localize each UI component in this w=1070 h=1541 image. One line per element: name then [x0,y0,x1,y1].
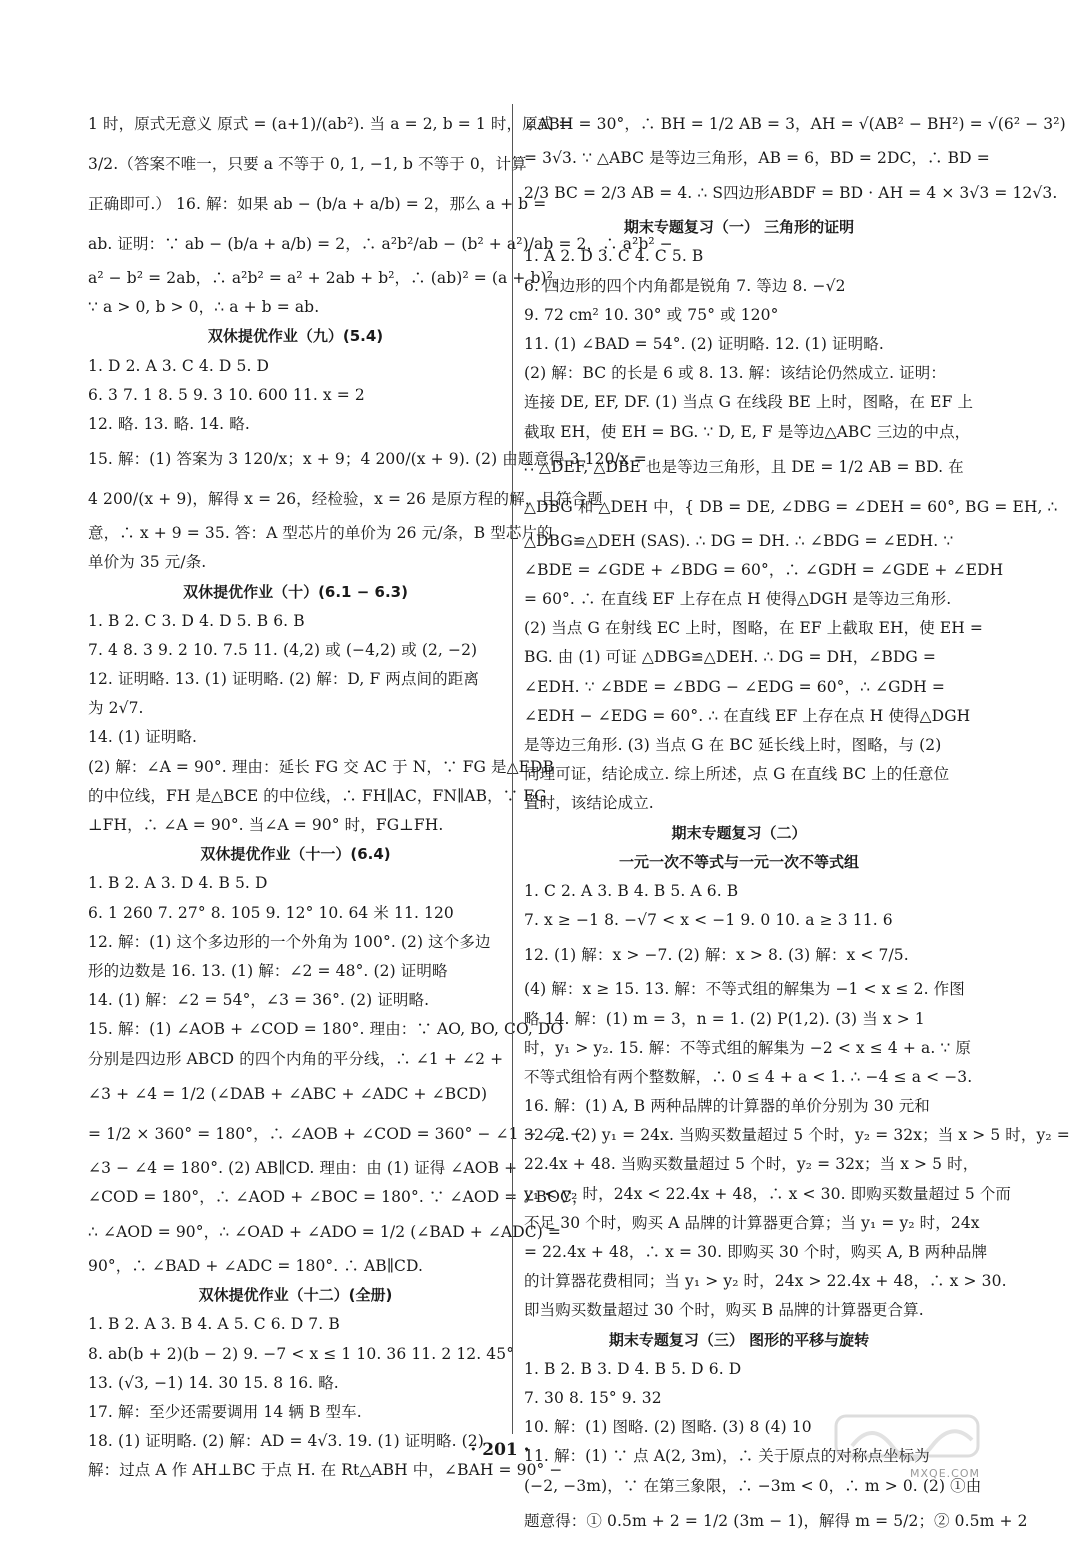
left-text-line: 1. B 2. A 3. D 4. B 5. D [88,874,268,893]
left-text-line: ∠COD = 180°，∴ ∠AOD + ∠BOC = 180°. ∵ ∠AOD = ∠BOC， [88,1187,588,1206]
left-text-line: 1 时，原式无意义 原式 = (a+1)/(ab²). 当 a = 2, b = 1 时，原式 = [88,115,572,133]
left-text-line: (2) 解：∠A = 90°. 理由：延长 FG 交 AC 于 N，∵ FG 是△EDB [88,757,555,776]
left-text-line: a² − b² = 2ab，∴ a²b² = a² + 2ab + b²，∴ (ab)² = (a + b)²， [88,269,569,287]
right-text-line: 7. 30 8. 15° 9. 32 [524,1388,662,1407]
right-text-line: (2) 解：BC 的长是 6 或 8. 13. 解：该结论仍然成立. 证明： [524,364,946,383]
right-text-line: 16. 解：(1) A, B 两种品牌的计算器的单价分别为 30 元和 [524,1097,930,1116]
right-text-line: (−2, −3m)，∵ 在第三象限，∴ −3m < 0，∴ m > 0. (2) ①由 [524,1476,982,1495]
left-text-line: 14. (1) 证明略. [88,728,198,747]
left-text-line: 解：过点 A 作 AH⊥BC 于点 H. 在 Rt△ABH 中，∠BAH = 90° − [88,1461,563,1480]
right-text-line: 不等式组恰有两个整数解，∴ 0 ≤ 4 + a < 1. ∴ −4 ≤ a < −3. [524,1067,973,1086]
right-text-line: 即当购买数量超过 30 个时，购买 B 品牌的计算器更合算. [524,1301,924,1320]
right-text-line: 11. 解：(1) ∵ 点 A(2, 3m)，∴ 关于原点的对称点坐标为 [524,1447,930,1466]
right-text-line: 22.4x + 48. 当购买数量超过 5 个时，y₂ = 32x；当 x > 5 时， [524,1155,979,1174]
right-text-line: BG. 由 (1) 可证 △DBG≌△DEH. ∴ DG = DH，∠BDG = [524,648,937,667]
left-text-line: 18. (1) 证明略. (2) 解：AD = 4√3. 19. (1) 证明略. (2) [88,1432,484,1451]
right-text-line: △DBG≌△DEH (SAS). ∴ DG = DH. ∴ ∠BDG = ∠EDH. ∵ [524,531,954,550]
right-text-line: 略 14. 解：(1) m = 3，n = 1. (2) P(1,2). (3) 当 x > 1 [524,1009,925,1028]
left-text-line: 12. 略. 13. 略. 14. 略. [88,414,250,433]
left-text-line: 1. B 2. C 3. D 4. D 5. B 6. B [88,611,305,630]
right-text-line: ∴ △DEF, △DBE 也是等边三角形，且 DE = 1/2 AB = BD. 在 [524,457,964,476]
right-text-line: 置时，该结论成立. [524,794,654,813]
right-text-line: = 22.4x + 48，∴ x = 30. 即购买 30 个时，购买 A, B 两种品牌 [524,1243,988,1261]
left-text-line: ∴ ∠AOD = 90°，∴ ∠OAD + ∠ADO = 1/2 (∠BAD + ∠ADC) = [88,1223,562,1242]
left-text-line: ∠3 + ∠4 = 1/2 (∠DAB + ∠ABC + ∠ADC + ∠BCD) [88,1084,488,1103]
left-text-line: 4 200/(x + 9)，解得 x = 26，经检验，x = 26 是原方程的解，且符合题 [88,490,603,509]
left-section-heading: 双休提优作业（十二）(全册) [198,1286,393,1305]
right-text-line: 是等边三角形. (3) 当点 G 在 BC 延长线上时，图略，与 (2) [524,736,942,754]
left-text-line: 17. 解：至少还需要调用 14 辆 B 型车. [88,1403,362,1421]
left-text-line: 1. B 2. A 3. B 4. A 5. C 6. D 7. B [88,1315,340,1334]
right-section-heading: 期末专题复习（一） 三角形的证明 [623,218,855,237]
left-text-line: 形的边数是 16. 13. (1) 解：∠2 = 48°. (2) 证明略 [88,961,448,980]
left-text-line: ab. 证明：∵ ab − (b/a + a/b) = 2，∴ a²b²/ab − (b² + a²)/ab = 2，∴ a²b² − [88,235,673,253]
right-text-line: = 3√3. ∵ △ABC 是等边三角形，AB = 6，BD = 2DC，∴ BD = [524,149,990,167]
left-text-line: = 1/2 × 360° = 180°，∴ ∠AOB + ∠COD = 360° − ∠1 − ∠2 − [88,1124,583,1143]
right-text-line: 11. (1) ∠BAD = 54°. (2) 证明略. 12. (1) 证明略. [524,334,884,353]
page-number: · 201 · [470,1440,530,1460]
right-text-line: ∠EDH − ∠EDG = 60°. ∴ 在直线 EF 上存在点 H 使得△DGH [524,706,971,725]
right-section-heading: 期末专题复习（三） 图形的平移与旋转 [608,1330,870,1349]
right-text-line: 截取 EH，使 EH = BG. ∵ D, E, F 是等边△ABC 三边的中点， [524,422,971,441]
right-text-line: △DBG 和 △DEH 中，{ DB = DE, ∠DBG = ∠DEH = 60°, BG = EH, ∴ [524,497,1058,516]
right-text-line: ∠BDE = ∠GDE + ∠BDG = 60°，∴ ∠GDH = ∠GDE + ∠EDH [524,560,1004,579]
watermark-text: MXQE.COM [910,1467,980,1480]
right-text-line: 10. 解：(1) 图略. (2) 图略. (3) 8 (4) 10 [524,1418,812,1437]
left-text-line: 意，∴ x + 9 = 35. 答：A 型芯片的单价为 26 元/条，B 型芯片的 [88,524,553,543]
right-text-line: 32 元. (2) y₁ = 24x. 当购买数量超过 5 个时，y₂ = 32x；当 x > 5 时，y₂ = [524,1126,1070,1145]
left-text-line: ∵ a > 0, b > 0，∴ a + b = ab. [88,298,320,317]
right-text-line: 9. 72 cm² 10. 30° 或 75° 或 120° [524,305,779,324]
right-text-line: 1. B 2. B 3. D 4. B 5. D 6. D [524,1359,742,1378]
right-text-line: 2/3 BC = 2/3 AB = 4. ∴ S四边形ABDF = BD · AH = 4 × 3√3 = 12√3. [524,184,1058,203]
right-section-heading: 一元一次不等式与一元一次不等式组 [618,852,859,871]
left-section-heading: 双休提优作业（九）(5.4) [207,327,384,346]
left-text-line: ⊥FH，∴ ∠A = 90°. 当∠A = 90° 时，FG⊥FH. [88,816,444,834]
left-text-line: 单价为 35 元/条. [88,553,207,572]
right-text-line: 1. A 2. D 3. C 4. C 5. B [524,247,704,266]
right-text-line: (2) 当点 G 在射线 EC 上时，图略，在 EF 上截取 EH，使 EH = [524,619,984,638]
left-text-line: 6. 3 7. 1 8. 5 9. 3 10. 600 11. x = 2 [88,385,365,404]
right-text-line: 12. (1) 解：x > −7. (2) 解：x > 8. (3) 解：x < 7/5. [524,946,909,965]
right-text-line: 7. x ≥ −1 8. −√7 < x < −1 9. 0 10. a ≥ 3 11. 6 [524,911,893,930]
right-text-line: 同理可证，结论成立. 综上所述，点 G 在直线 BC 上的任意位 [524,765,950,784]
right-section-heading: 期末专题复习（二） [671,823,807,842]
column-divider [512,104,513,1434]
left-text-line: 14. (1) 解：∠2 = 54°，∠3 = 36°. (2) 证明略. [88,991,430,1010]
right-text-line: 的计算器花费相同；当 y₁ > y₂ 时，24x > 22.4x + 48，∴ x > 30. [524,1272,1007,1291]
right-text-line: 不足 30 个时，购买 A 品牌的计算器更合算；当 y₁ = y₂ 时，24x [524,1213,980,1232]
right-text-line: (4) 解：x ≥ 15. 13. 解：不等式组的解集为 −1 < x ≤ 2. 作图 [524,980,965,999]
right-text-line: = 60°. ∴ 在直线 EF 上存在点 H 使得△DGH 是等边三角形. [524,590,952,609]
left-text-line: 分别是四边形 ABCD 的四个内角的平分线，∴ ∠1 + ∠2 + [88,1049,504,1068]
left-text-line: 1. D 2. A 3. C 4. D 5. D [88,356,270,375]
right-text-line: ∠ABH = 30°，∴ BH = 1/2 AB = 3，AH = √(AB² − BH²) = √(6² − 3²) [524,115,1066,133]
left-text-line: 的中位线，FH 是△BCE 的中位线，∴ FH∥AC，FN∥AB，∵ FG [88,786,547,805]
left-text-line: 12. 解：(1) 这个多边形的一个外角为 100°. (2) 这个多边 [88,932,491,951]
left-text-line: 正确即可.） 16. 解：如果 ab − (b/a + a/b) = 2，那么 a + b = [88,195,547,213]
left-text-line: 为 2√7. [88,699,144,718]
right-text-line: 时，y₁ > y₂. 15. 解：不等式组的解集为 −2 < x ≤ 4 + a. ∵ 原 [524,1038,971,1057]
left-text-line: 3/2.（答案不唯一，只要 a 不等于 0, 1, −1, b 不等于 0，计算 [88,155,527,173]
right-column [524,104,1070,1541]
right-text-line: 1. C 2. A 3. B 4. B 5. A 6. B [524,881,739,900]
left-text-line: 6. 1 260 7. 27° 8. 105 9. 12° 10. 64 米 11. 120 [88,903,454,922]
left-text-line: 15. 解：(1) 答案为 3 120/x；x + 9；4 200/(x + 9). (2) 由题意得 3 120/x = [88,450,647,469]
right-text-line: 6. 四边形的四个内角都是锐角 7. 等边 8. −√2 [524,276,846,295]
left-text-line: 90°，∴ ∠BAD + ∠ADC = 180°. ∴ AB∥CD. [88,1257,423,1276]
right-text-line: y₁ < y₂ 时，24x < 22.4x + 48，∴ x < 30. 即购买数量超过 5 个而 [524,1184,1012,1203]
left-text-line: 15. 解：(1) ∠AOB + ∠COD = 180°. 理由：∵ AO, BO, CO, DO [88,1020,564,1039]
right-text-line: 连接 DE, EF, DF. (1) 当点 G 在线段 BE 上时，图略，在 EF 上 [524,393,974,412]
left-section-heading: 双休提优作业（十一）(6.4) [200,845,391,864]
left-text-line: 8. ab(b + 2)(b − 2) 9. −7 < x ≤ 1 10. 36 11. 2 12. 45° [88,1344,515,1363]
left-text-line: ∠3 − ∠4 = 180°. (2) AB∥CD. 理由：由 (1) 证得 ∠AOB + [88,1158,518,1177]
left-text-line: 12. 证明略. 13. (1) 证明略. (2) 解：D, F 两点间的距离 [88,670,479,689]
left-text-line: 13. (√3, −1) 14. 30 15. 8 16. 略. [88,1373,339,1392]
right-text-line: 题意得：① 0.5m + 2 = 1/2 (3m − 1)，解得 m = 5/2；② 0.5m + 2 [524,1511,1028,1530]
left-text-line: 7. 4 8. 3 9. 2 10. 7.5 11. (4,2) 或 (−4,2) 或 (2, −2) [88,640,478,659]
left-section-heading: 双休提优作业（十）(6.1 − 6.3) [183,582,408,601]
right-text-line: ∠EDH. ∵ ∠BDE = ∠BDG − ∠EDG = 60°，∴ ∠GDH = [524,677,945,696]
